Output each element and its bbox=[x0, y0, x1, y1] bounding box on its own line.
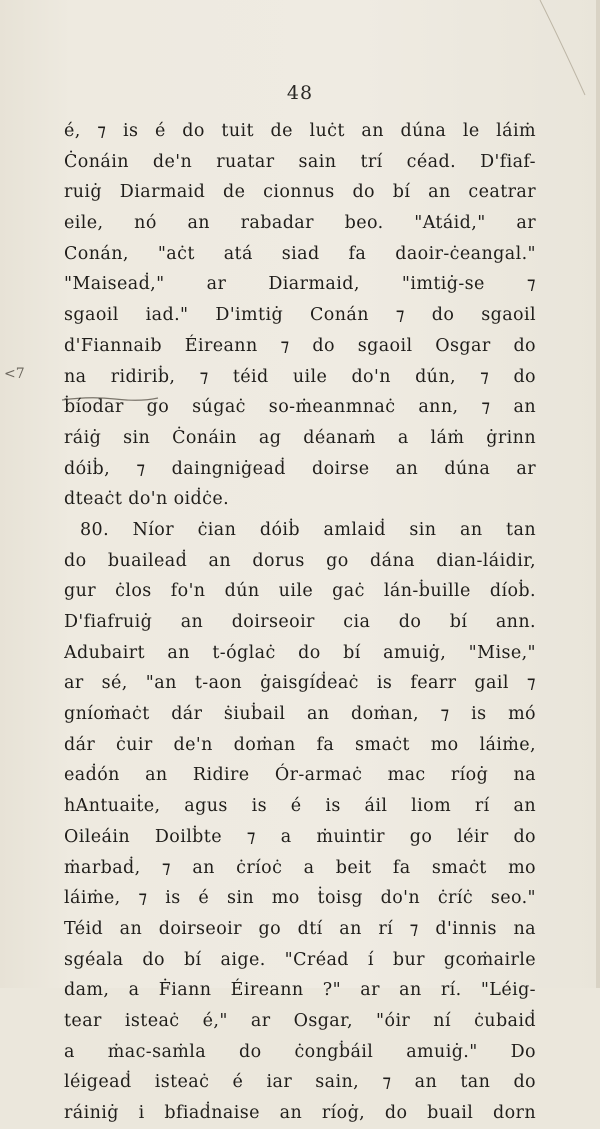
text-line: ar sé, "an t-aon ġaisgíḋeaċ is fearr gail ⁊ bbox=[64, 673, 536, 694]
text-line: dóiḃ, ⁊ daingniġeaḋ doirse an dúna ar bbox=[64, 458, 536, 479]
text-line: Adubairt an t-óglaċ do bí amuiġ, "Mise," bbox=[64, 642, 536, 663]
text-line: léigeaḋ isteaċ é iar sain, ⁊ an tan do bbox=[64, 1072, 536, 1093]
text-line: d'Fiannaib Éireann ⁊ do sgaoil Osgar do bbox=[64, 335, 536, 356]
text-line: hAntuaiṫe, agus is é is áil liom rí an bbox=[64, 796, 536, 817]
text-line: Oileáin Doilḃte ⁊ a ṁuintir go léir do bbox=[64, 826, 536, 847]
text-line: láiṁe, ⁊ is é sin mo ṫoisg do'n ċríċ seo." bbox=[64, 888, 536, 909]
text-line: do buaileaḋ an dorus go dána dian-láidir, bbox=[64, 550, 536, 571]
text-line: sgaoil iad." D'imtiġ Conán ⁊ do sgaoil bbox=[64, 305, 536, 326]
text-line: Ċonáin de'n ruatar sain trí céad. D'fiaf- bbox=[64, 151, 536, 172]
text-line: D'fiafruiġ an doirseoir cia do bí ann. bbox=[64, 612, 536, 632]
text-line: Conán, "aċt atá siad fa daoir-ċeangal." bbox=[64, 243, 536, 264]
text-line: gníoṁaċt dár ṡiuḃail an doṁan, ⁊ is mó bbox=[64, 704, 536, 725]
text-line: dteaċt do'n oiḋċe. bbox=[64, 489, 230, 510]
text-line: ruiġ Diarmaid de cionnus do bí an ceatrar bbox=[64, 182, 536, 203]
text-line: Téid an doirseoir go dtí an rí ⁊ d'innis na bbox=[64, 918, 536, 939]
text-line: dár ċuir de'n doṁan fa smaċt mo láiṁe, bbox=[64, 734, 536, 755]
text-line: ṁarbaḋ, ⁊ an ċríoċ a beit fa smaċt mo bbox=[64, 857, 536, 878]
text-line: a ṁac-saṁla do ċongḃáil amuiġ." Do bbox=[64, 1041, 536, 1062]
text-line: ráiniġ i bfiaḋnaise an ríoġ, do buail dorn bbox=[64, 1103, 536, 1123]
page-number: 48 bbox=[286, 82, 314, 104]
text-line: gur ċlos fo'n dún uile gaċ lán-ḃuille díoḃ. bbox=[64, 581, 536, 602]
text-line: na ridiriḃ, ⁊ téid uile do'n dún, ⁊ do bbox=[64, 366, 536, 387]
text-line: é, ⁊ is é do tuit de luċt an dúna le láiṁ bbox=[64, 121, 536, 141]
text-line: "Maiseaḋ," ar Diarmaid, "imtiġ-se ⁊ bbox=[64, 274, 536, 295]
text-line: tear isteaċ é," ar Osgar, "óir ní ċubaiḋ bbox=[64, 1010, 536, 1031]
margin-note: <7 bbox=[4, 366, 25, 382]
body-text bbox=[64, 116, 536, 1129]
paragraph-start-line: 80. Níor ċian dóiḃ amlaiḋ sin an tan bbox=[80, 519, 536, 540]
text-line: eile, nó an rabadar beo. "Atáid," ar bbox=[64, 213, 536, 234]
text-line: ráiġ sin Ċonáin ag déanaṁ a láṁ ġrinn bbox=[64, 427, 536, 448]
text-line: sgéala do bí aige. "Créad í bur gcoṁairle bbox=[64, 949, 536, 970]
text-line: eaḋón an Ridire Ór-armaċ mac ríoġ na bbox=[64, 765, 536, 786]
text-line: dam, a Ḟiann Éireann ?" ar an rí. "Léig- bbox=[64, 980, 536, 1001]
text-line: ḃíodar go súgaċ so-ṁeanmnaċ ann, ⁊ an bbox=[64, 397, 536, 418]
